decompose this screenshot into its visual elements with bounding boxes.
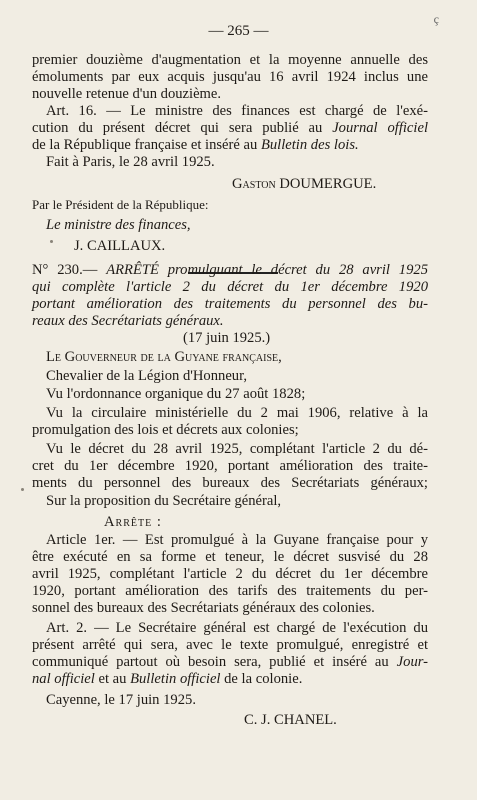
paper-speck	[21, 488, 24, 491]
text-line: premier douzième d'augmentation et la moyenne annuelle des	[32, 52, 428, 68]
arrete-title-line	[32, 262, 428, 279]
article-1-line: être exécuté en sa forme et teneur, le décret susvisé du 28	[32, 549, 428, 565]
by-president: Par le Président de la République:	[32, 197, 209, 212]
minister-title: Le ministre des finances,	[46, 217, 191, 233]
vu-line: promulgation des lois et décrets aux colonies;	[32, 422, 299, 438]
text: et au	[94, 671, 131, 687]
sur-line: Sur la proposition du Secrétaire général,	[46, 493, 282, 509]
article-16-line	[32, 120, 428, 137]
closing-signer: C. J. CHANEL.	[244, 712, 337, 728]
journal-officiel-ref: nal officiel	[32, 671, 95, 687]
journal-officiel-ref: Jour-	[396, 654, 428, 670]
text-line: nouvelle retenue d'un douzième.	[32, 86, 222, 102]
article-2-line: Art. 2. — Le Secrétaire général est chargé de l'exécution du	[46, 620, 428, 636]
article-1-line: Article 1er. — Est promulgué à la Guyane française pour y	[46, 532, 428, 548]
paper-speck	[50, 240, 53, 243]
vu-line: Vu le décret du 28 avril 1925, complétant l'article 2 du dé-	[46, 441, 428, 457]
page-number: — 265 —	[208, 23, 269, 39]
article-16-line: Art. 16. — Le ministre des finances est chargé de l'exé-	[46, 103, 428, 119]
arrete-label: Arrête :	[104, 514, 162, 530]
place-date: Fait à Paris, le 28 avril 1925.	[46, 154, 215, 170]
article-1-line: 1920, portant amélioration des tarifs des traitements du per-	[32, 583, 428, 599]
closing-place-date: Cayenne, le 17 juin 1925.	[46, 692, 196, 708]
article-2-line	[32, 654, 428, 671]
bulletin-des-lois-ref: Bulletin des lois.	[260, 137, 359, 153]
text: cution du présent décret qui sera publié au	[32, 120, 333, 136]
article-2-line: présent arrêté qui sera, avec le texte promulgué, enregistré et	[32, 637, 428, 653]
vu-line: Vu l'ordonnance organique du 27 août 1828;	[46, 386, 306, 402]
vu-line: cret du 1er décembre 1920, portant amélioration des traite-	[32, 458, 428, 474]
article-2-line	[32, 671, 302, 688]
journal-officiel-ref: Journal officiel	[332, 120, 428, 136]
arrete-number: N° 230.—	[32, 262, 98, 278]
text: de la colonie.	[220, 671, 303, 687]
signer-name: Gaston DOUMERGUE.	[232, 176, 377, 192]
corner-mark: ç	[433, 12, 439, 26]
arrete-date: (17 juin 1925.)	[183, 330, 271, 346]
vu-line: Vu la circulaire ministérielle du 2 mai 1906, relative à la	[46, 405, 428, 421]
article-1-line: sonnel des bureaux des Secrétariats généraux des colonies.	[32, 600, 375, 616]
text: de la République française et inséré au	[32, 137, 261, 153]
gouverneur-line: Le Gouverneur de la Guyane française,	[46, 349, 282, 365]
text: communiqué partout où besoin sera, publié et inséré au	[32, 654, 397, 670]
article-16-line	[32, 137, 359, 154]
text-line: émoluments par eux acquis jusqu'au 16 avril 1924 inclus une	[32, 69, 428, 85]
arrete-title-line: qui complète l'article 2 du décret du 1er décembre 1920	[32, 279, 428, 295]
chevalier-line: Chevalier de la Légion d'Honneur,	[46, 368, 248, 384]
article-1-line: avril 1925, complétant l'article 2 du décret du 1er décembre	[32, 566, 428, 582]
arrete-title-line: portant amélioration des traitements du personnel des bu-	[32, 296, 428, 312]
minister-name: J. CAILLAUX.	[74, 238, 166, 254]
arrete-title: ARRÊTÉ promulguant le décret du 28 avril 1925	[106, 262, 428, 278]
bulletin-officiel-ref: Bulletin officiel	[130, 671, 221, 687]
vu-line: ments du personnel des bureaux des Secrétariats généraux;	[32, 475, 428, 491]
arrete-title-line: reaux des Secrétariats généraux.	[32, 313, 224, 329]
